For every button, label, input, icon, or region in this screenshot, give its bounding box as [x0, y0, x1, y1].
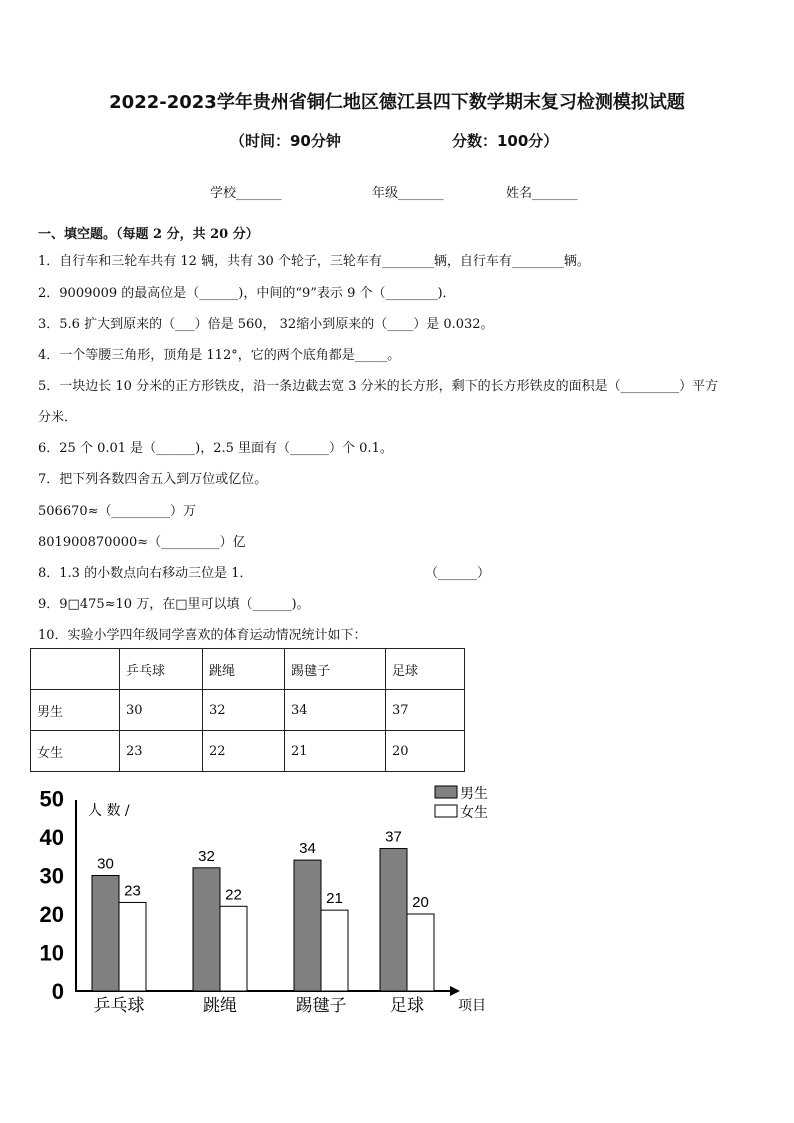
legend-swatch: [435, 786, 457, 798]
table-header-row: [31, 649, 465, 690]
name-field: 姓名_______: [506, 186, 578, 201]
x-tick-label: 足球: [390, 996, 424, 1016]
y-tick-label: 30: [39, 863, 64, 889]
question-9: 9．9□475≈10 万，在□里可以填（______)。: [38, 597, 310, 612]
x-tick-label: 踢毽子: [295, 996, 347, 1016]
page-title: 2022-2023学年贵州省铜仁地区德江县四下数学期末复习检测模拟试题: [109, 92, 685, 113]
question-4: 4．一个等腰三角形，顶角是 112°，它的两个底角都是_____。: [38, 348, 401, 363]
table-cell: 女生: [31, 731, 120, 772]
y-tick-label: 0: [51, 979, 64, 1004]
legend-label: 女生: [460, 805, 488, 821]
bar-value-label: 30: [97, 855, 114, 873]
y-tick-label: 40: [39, 825, 64, 850]
table-cell: 男生: [31, 690, 120, 731]
bar-value-label: 20: [412, 894, 429, 911]
grade-field: 年级_______: [372, 186, 444, 201]
question-7b: 801900870000≈（_________）亿: [38, 535, 246, 550]
y-tick-label: 50: [39, 786, 64, 812]
legend-label: 男生: [460, 786, 488, 802]
bar: [380, 849, 407, 991]
y-tick-label: 10: [39, 940, 64, 966]
bar: [407, 914, 434, 991]
x-axis-arrow-icon: [450, 986, 460, 996]
bar-value-label: 34: [299, 840, 316, 858]
table-header-cell: 足球: [386, 649, 465, 690]
question-7: 7．把下列各数四舍五入到万位或亿位。: [38, 472, 268, 487]
section-heading: 一、填空题。（每题 2 分，共 20 分）: [38, 227, 259, 242]
table-cell: 21: [285, 731, 386, 772]
question-2: 2．9009009 的最高位是（______)，中间的“9”表示 9 个（________)．: [38, 286, 456, 301]
bar: [321, 910, 348, 991]
table-header-cell: 踢毽子: [285, 649, 386, 690]
x-tick-label: 跳绳: [203, 996, 237, 1016]
stats-table: [30, 648, 465, 772]
exam-time: （时间：90分钟: [230, 132, 341, 150]
table-cell: 23: [120, 731, 203, 772]
table-header-cell: 乒乓球: [120, 649, 203, 690]
table-row: [31, 731, 465, 772]
x-axis-label: 项目: [458, 998, 486, 1014]
question-1: 1．自行车和三轮车共有 12 辆，共有 30 个轮子，三轮车有________辆，自行车有________辆。: [38, 254, 590, 269]
table-cell: 22: [203, 731, 285, 772]
question-5: 5．一块边长 10 分米的正方形铁皮，沿一条边截去宽 3 分米的长方形，剩下的长方形铁皮的面积是（_________）平方: [38, 379, 719, 394]
question-7a: 506670≈（_________）万: [38, 504, 197, 519]
table-header-cell: [31, 649, 120, 690]
question-8-blank: （______）: [425, 566, 491, 581]
bar: [92, 876, 119, 992]
question-6: 6．25 个 0.01 是（______)，2.5 里面有（______）个 0.1。: [38, 441, 393, 456]
x-tick-label: 乒乓球: [93, 996, 145, 1016]
y-tick-label: 20: [39, 902, 64, 927]
table-header-cell: 跳绳: [203, 649, 285, 690]
table-cell: 34: [285, 690, 386, 731]
question-8: 8．1.3 的小数点向右移动三位是 1．: [38, 566, 253, 581]
y-axis-label: 人 数 /: [88, 803, 130, 819]
bar-value-label: 37: [385, 828, 402, 846]
legend-swatch: [435, 805, 457, 817]
bar: [119, 902, 146, 991]
table-cell: 37: [386, 690, 465, 731]
question-3: 3．5.6 扩大到原来的（___）倍是 560， 32缩小到原来的（____）是 0.032。: [38, 317, 494, 332]
bar: [193, 868, 220, 991]
bar-chart: [30, 782, 510, 1022]
table-cell: 20: [386, 731, 465, 772]
question-5-cont: 分米．: [38, 410, 78, 425]
bar-value-label: 23: [124, 882, 141, 900]
bar-value-label: 22: [225, 886, 242, 904]
school-field: 学校_______: [210, 186, 282, 201]
bar: [294, 860, 321, 991]
exam-score: 分数：100分）: [452, 132, 559, 150]
bar: [220, 906, 247, 991]
bar-value-label: 21: [326, 890, 343, 908]
table-cell: 32: [203, 690, 285, 731]
question-10: 10．实验小学四年级同学喜欢的体育运动情况统计如下：: [38, 628, 367, 643]
table-row: [31, 690, 465, 731]
chart-legend: [435, 785, 488, 821]
bar-value-label: 32: [198, 847, 215, 865]
table-cell: 30: [120, 690, 203, 731]
